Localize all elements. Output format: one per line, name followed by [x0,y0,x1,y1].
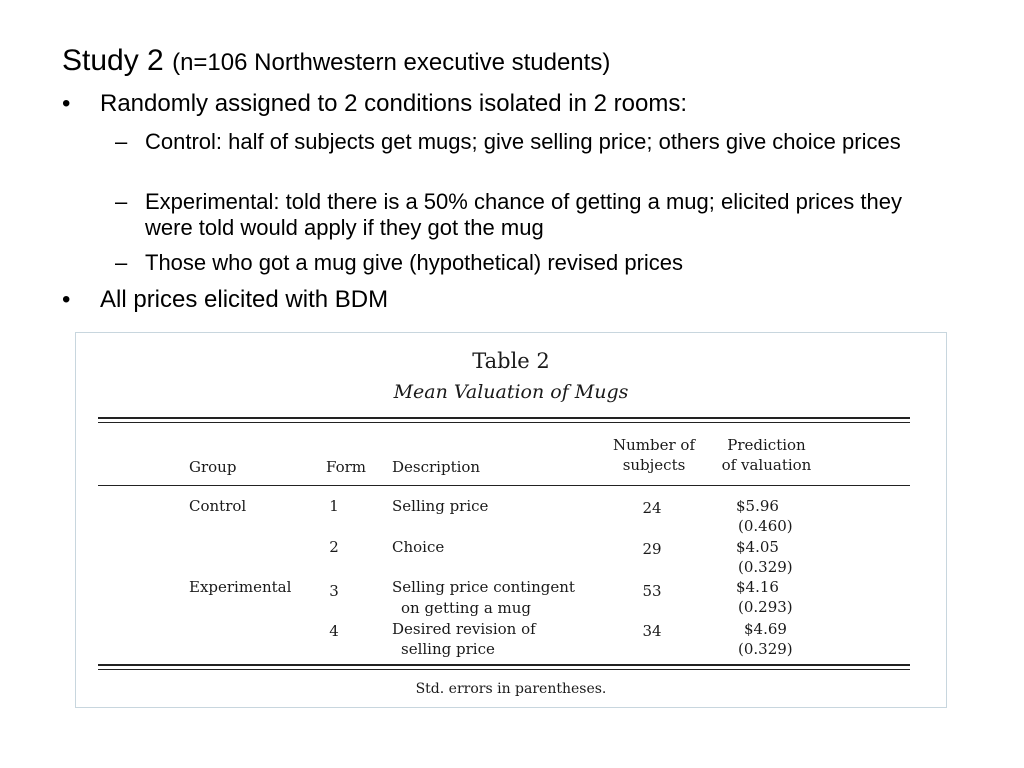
bullet-mark: • [62,286,71,313]
sub-bullet-mark: – [115,189,128,214]
header-subjects [604,435,704,475]
cell-subjects: 34 [642,622,662,640]
sub-bullet-text: Those who got a mug give (hypothetical) revised prices [145,250,684,275]
cell-value: $4.05 [736,538,779,556]
cell-description: Choice [392,538,445,556]
cell-std-error: (0.460) [738,517,793,535]
cell-description-cont: selling price [401,640,495,658]
sub-bullet-mark: – [115,250,128,275]
bullet-item [62,286,388,314]
bullet-text: Randomly assigned to 2 conditions isolated in 2 rooms: [100,90,687,117]
cell-value: $4.69 [744,620,787,638]
cell-form: 2 [329,538,339,556]
header-group: Group [189,458,237,476]
cell-group: Experimental [189,578,292,596]
cell-description-cont: on getting a mug [401,599,532,617]
header-prediction-line1: Prediction [727,436,806,454]
header-form: Form [326,458,367,476]
sub-bullet-item [115,189,935,241]
cell-std-error: (0.329) [738,640,793,658]
header-subjects-line2: subjects [622,456,686,474]
cell-subjects: 29 [642,540,662,558]
cell-value: $4.16 [736,578,779,596]
cell-subjects: 24 [642,499,662,517]
title-subtitle: (n=106 Northwestern executive students) [172,49,611,76]
sub-bullet-item [115,250,935,276]
header-subjects-line1: Number of [612,436,695,454]
table-footnote: Std. errors in parentheses. [415,681,607,697]
cell-form: 4 [329,622,339,640]
cell-subjects: 53 [642,582,662,600]
header-rule [98,485,910,486]
cell-description: Desired revision of [392,620,536,638]
slide-title [62,44,610,78]
cell-form: 1 [329,497,339,515]
sub-bullet-text: Control: half of subjects get mugs; give selling price; others give choice prices [145,129,901,154]
title-main: Study 2 [62,44,164,77]
sub-bullet-item [115,129,975,155]
bottom-rule-thin [98,669,910,670]
top-rule [98,417,910,419]
cell-std-error: (0.329) [738,558,793,576]
table-caption: Mean Valuation of Mugs [393,381,629,403]
bullet-mark: • [62,90,71,117]
cell-description: Selling price contingent [392,578,575,596]
header-prediction-line2: of valuation [721,456,812,474]
table-title: Table 2 [472,349,550,373]
table-figure [75,332,947,708]
cell-description: Selling price [392,497,489,515]
header-prediction [714,435,819,475]
bottom-rule [98,664,910,666]
cell-form: 3 [329,582,339,600]
sub-bullet-mark: – [115,129,128,154]
bullet-item [62,90,687,118]
bullet-text: All prices elicited with BDM [100,286,389,313]
sub-bullet-text: Experimental: told there is a 50% chance of getting a mug; elicited prices they were told would apply if they got the mug [145,189,902,240]
header-description: Description [392,458,481,476]
cell-group: Control [189,497,247,515]
cell-std-error: (0.293) [738,598,793,616]
cell-value: $5.96 [736,497,779,515]
top-rule-thin [98,422,910,423]
